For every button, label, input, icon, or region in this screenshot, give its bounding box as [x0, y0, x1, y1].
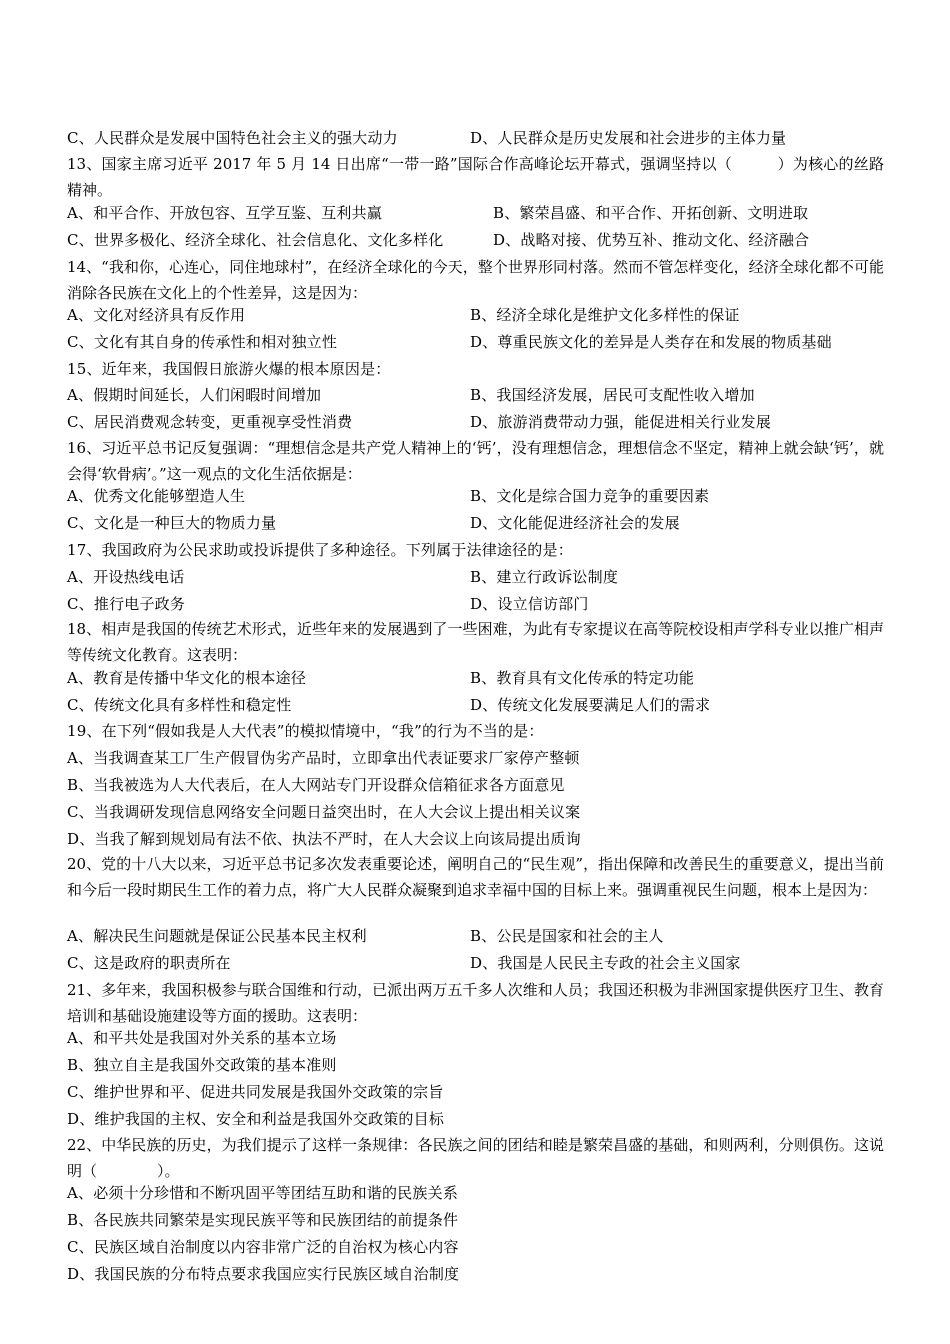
q14-option-d: D、尊重民族文化的差异是人类存在和发展的物质基础	[470, 333, 832, 351]
q17-option-b: B、建立行政诉讼制度	[470, 568, 619, 586]
q21-option-c: C、维护世界和平、促进共同发展是我国外交政策的宗旨	[67, 1083, 444, 1101]
q16-stem: 16、习近平总书记反复强调：“理想信念是共产党人精神上的‘钙’，没有理想信念，理想信念不坚定，精神上就会缺‘钙’，就会得‘软骨病’。”这一观点的文化生活依据是：	[67, 439, 884, 483]
q21-option-a: A、和平共处是我国对外关系的基本立场	[67, 1029, 337, 1047]
q19-option-b: B、当我被选为人大代表后，在人大网站专门开设群众信箱征求各方面意见	[67, 776, 565, 794]
q19-option-c: C、当我调研发现信息网络安全问题日益突出时，在人大会议上提出相关议案	[67, 803, 581, 821]
q15-option-c: C、居民消费观念转变，更重视享受性消费	[67, 413, 353, 431]
q20-option-d: D、我国是人民民主专政的社会主义国家	[470, 954, 741, 972]
q17-option-c: C、推行电子政务	[67, 595, 186, 613]
q12-option-c: C、人民群众是发展中国特色社会主义的强大动力	[67, 129, 398, 147]
q13-option-d: D、战略对接、优势互补、推动文化、经济融合	[493, 231, 810, 249]
q19-stem: 19、在下列“假如我是人大代表”的模拟情境中，“我”的行为不当的是：	[67, 722, 544, 740]
q15-option-b: B、我国经济发展，居民可支配性收入增加	[470, 386, 755, 404]
q15-stem: 15、近年来，我国假日旅游火爆的根本原因是：	[67, 360, 391, 378]
q22-option-b: B、各民族共同繁荣是实现民族平等和民族团结的前提条件	[67, 1211, 459, 1229]
q20-stem: 20、党的十八大以来，习近平总书记多次发表重要论述，阐明自己的“民生观”，指出保障和改善民生的重要意义，提出当前和今后一段时期民生工作的着力点，将广大人民群众凝聚到追求幸福中国的目标上来。强调重视民生问题，根本上是因为：	[67, 855, 884, 899]
q18-option-a: A、教育是传播中华文化的根本途径	[67, 669, 307, 687]
q12-option-d: D、人民群众是历史发展和社会进步的主体力量	[470, 129, 787, 147]
q21-stem: 21、多年来，我国积极参与联合国维和行动，已派出两万五千多人次维和人员；我国还积极为非洲国家提供医疗卫生、教育培训和基础设施建设等方面的援助。这表明：	[67, 981, 884, 1025]
q15-option-d: D、旅游消费带动力强，能促进相关行业发展	[470, 413, 772, 431]
q13-stem: 13、国家主席习近平 2017 年 5 月 14 日出席“一带一路”国际合作高峰论坛开幕式，强调坚持以（ ）为核心的丝路精神。	[67, 155, 884, 199]
q22-option-d: D、我国民族的分布特点要求我国应实行民族区域自治制度	[67, 1265, 460, 1283]
q15-option-a: A、假期时间延长，人们闲暇时间增加	[67, 386, 322, 404]
q13-option-c: C、世界多极化、经济全球化、社会信息化、文化多样化	[67, 231, 444, 249]
q22-option-c: C、民族区域自治制度以内容非常广泛的自治权为核心内容	[67, 1238, 459, 1256]
q17-stem: 17、我国政府为公民求助或投诉提供了多种途径。下列属于法律途径的是：	[67, 541, 573, 559]
q20-option-b: B、公民是国家和社会的主人	[470, 927, 664, 945]
q14-option-c: C、文化有其自身的传承性和相对独立性	[67, 333, 338, 351]
q20-option-a: A、解决民生问题就是保证公民基本民主权利	[67, 927, 367, 945]
q16-option-d: D、文化能促进经济社会的发展	[470, 514, 680, 532]
q22-option-a: A、必须十分珍惜和不断巩固平等团结互助和谐的民族关系	[67, 1184, 459, 1202]
q22-stem: 22、中华民族的历史，为我们提示了这样一条规律：各民族之间的团结和睦是繁荣昌盛的基础，和则两利，分则俱伤。这说明（ ）。	[67, 1136, 884, 1180]
q14-option-a: A、文化对经济具有反作用	[67, 306, 246, 324]
q16-option-c: C、文化是一种巨大的物质力量	[67, 514, 277, 532]
q14-option-b: B、经济全球化是维护文化多样性的保证	[470, 306, 740, 324]
q17-option-d: D、设立信访部门	[470, 595, 589, 613]
q16-option-b: B、文化是综合国力竞争的重要因素	[470, 487, 710, 505]
q19-option-a: A、当我调查某工厂生产假冒伪劣产品时，立即拿出代表证要求厂家停产整顿	[67, 749, 580, 767]
q18-stem: 18、相声是我国的传统艺术形式，近些年来的发展遇到了一些困难，为此有专家提议在高等院校设相声学科专业以推广相声等传统文化教育。这表明：	[67, 620, 884, 664]
q21-option-b: B、独立自主是我国外交政策的基本准则	[67, 1056, 337, 1074]
q17-option-a: A、开设热线电话	[67, 568, 185, 586]
q16-option-a: A、优秀文化能够塑造人生	[67, 487, 246, 505]
q13-option-a: A、和平合作、开放包容、互学互鉴、互利共赢	[67, 204, 383, 222]
q13-option-b: B、繁荣昌盛、和平合作、开拓创新、文明进取	[493, 204, 809, 222]
q18-option-d: D、传统文化发展要满足人们的需求	[470, 696, 711, 714]
q21-option-d: D、维护我国的主权、安全和利益是我国外交政策的目标	[67, 1110, 445, 1128]
q18-option-b: B、教育具有文化传承的特定功能	[470, 669, 695, 687]
q20-option-c: C、这是政府的职责所在	[67, 954, 231, 972]
q18-option-c: C、传统文化具有多样性和稳定性	[67, 696, 292, 714]
q19-option-d: D、当我了解到规划局有法不依、执法不严时，在人大会议上向该局提出质询	[67, 830, 581, 848]
q14-stem: 14、“我和你，心连心，同住地球村”，在经济全球化的今天，整个世界形同村落。然而不管怎样变化，经济全球化都不可能消除各民族在文化上的个性差异，这是因为：	[67, 258, 884, 302]
